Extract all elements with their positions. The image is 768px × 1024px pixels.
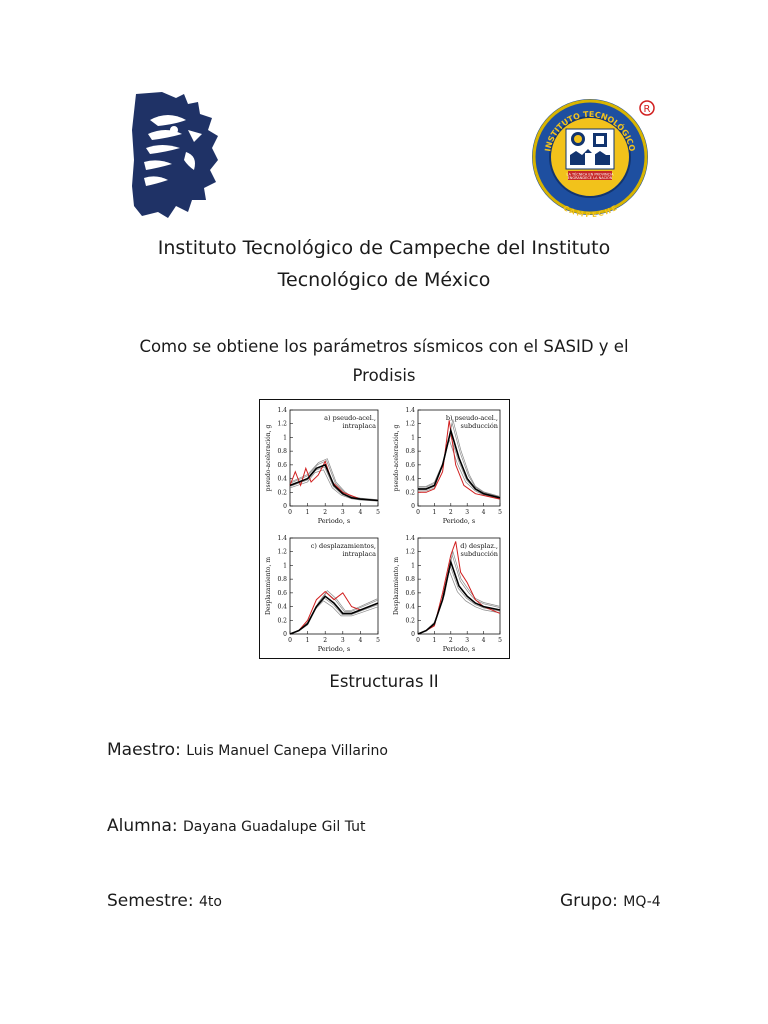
panel-3-xtick-label: 4 (358, 637, 363, 644)
panel-4-ytick-label: 0 (411, 631, 415, 638)
panel-4-ytick-label: 1.2 (405, 548, 415, 556)
panel-1-ytick-label: 0.8 (277, 448, 287, 456)
panel-2-ytick-label: 0.2 (405, 489, 415, 497)
grupo-label: Grupo: (560, 891, 618, 911)
assignment-title-line-1: Como se obtiene los parámetros sísmicos con el SASID y el (139, 337, 629, 356)
panel-3-xtick-label: 0 (288, 637, 292, 644)
panel-1-xtick-label: 0 (288, 509, 292, 516)
panel-4-ytick-label: 0.2 (405, 617, 415, 625)
panel-4-xtick-label: 1 (432, 637, 437, 644)
panel-2-mean-curve (418, 431, 500, 498)
panel-3-xtick-label: 5 (376, 637, 380, 644)
panel-4-ytick-label: 0.4 (405, 603, 415, 611)
semestre-label: Semestre: (107, 891, 194, 911)
tecnm-logo (128, 90, 220, 222)
alumna-field (107, 816, 366, 836)
panel-1-ytick-label: 1 (283, 434, 287, 442)
panel-2-ytick-label: 0.4 (405, 475, 415, 483)
panel-4-record-grey-1 (418, 571, 500, 634)
panel-3-ytick-label: 0.4 (277, 603, 287, 611)
panel-4-label-line-1: d) desplaz., (460, 542, 498, 550)
panel-3-ytick-label: 0.6 (277, 589, 287, 597)
panel-3-xtick-label: 3 (340, 637, 345, 644)
panel-3-xtick-label: 1 (305, 637, 310, 644)
panel-4-ytick-label: 0.6 (405, 589, 415, 597)
panel-2-ytick-label: 1.4 (405, 407, 415, 414)
panel-1-ylabel: pseudo-aceleración, g (265, 424, 272, 492)
panel-3-label-line-1: c) desplazamientos, (310, 542, 376, 550)
alumna-value: Dayana Guadalupe Gil Tut (183, 819, 366, 835)
panel-4-ylabel: Desplazamiento, m (393, 556, 400, 616)
panel-4-ytick-label: 1 (411, 562, 415, 570)
panel-2-label-line-2: subducción (460, 422, 498, 430)
seal-motto-line-1: LA TÉCNICA EN PROVINCIA (566, 172, 614, 177)
panel-2-xtick-label: 3 (465, 509, 470, 516)
panel-1-xtick-label: 5 (376, 509, 380, 516)
panel-1-ytick-label: 0.6 (277, 461, 287, 469)
panel-2-ytick-label: 0.6 (405, 461, 415, 469)
panel-1-ytick-label: 0 (283, 503, 287, 510)
panel-1-ytick-label: 1.4 (277, 407, 287, 414)
assignment-title-line-2: Prodisis (352, 366, 416, 385)
registered-mark: R (643, 104, 651, 115)
panel-3-xlabel: Periodo, s (317, 645, 351, 653)
panel-2-ytick-label: 0.8 (405, 448, 415, 456)
panel-2-label-line-1: b) pseudo-acel., (445, 414, 498, 422)
grupo-value: MQ-4 (623, 894, 661, 910)
panel-3-label-line-2: intraplaca (342, 550, 376, 558)
panel-4-ytick-label: 1.4 (405, 535, 415, 542)
panel-3-ytick-label: 0 (283, 631, 287, 638)
institution-title-line-1: Instituto Tecnológico de Campeche del Instituto (157, 237, 611, 259)
panel-2-xtick-label: 2 (448, 509, 453, 516)
itcampeche-seal-logo (530, 95, 658, 219)
panel-1-xtick-label: 4 (358, 509, 363, 516)
panel-1-label-line-2: intraplaca (342, 422, 376, 430)
seismic-spectra-figure (259, 399, 510, 659)
panel-2-xtick-label: 1 (432, 509, 437, 516)
panel-2-ytick-label: 1.2 (405, 420, 415, 428)
panel-1-mean-curve (290, 465, 378, 501)
panel-4-xtick-label: 2 (448, 637, 453, 644)
panel-1-ytick-label: 1.2 (277, 420, 287, 428)
panel-4-xtick-label: 0 (416, 637, 420, 644)
panel-1-xlabel: Periodo, s (317, 517, 351, 525)
panel-3-ytick-label: 1.4 (277, 535, 287, 542)
panel-2-xlabel: Periodo, s (442, 517, 476, 525)
semestre-field (107, 891, 222, 911)
panel-4-xtick-label: 5 (498, 637, 502, 644)
panel-3-xtick-label: 2 (323, 637, 328, 644)
panel-4-xlabel: Periodo, s (442, 645, 476, 653)
seal-motto-line-2: ENGRANDECE LA NACIÓN (567, 176, 613, 180)
panel-4-xtick-label: 3 (465, 637, 470, 644)
panel-1-ytick-label: 0.4 (277, 475, 287, 483)
panel-4-record-grey-2 (418, 555, 500, 634)
panel-2-ytick-label: 1 (411, 434, 415, 442)
spectra-figure-svg (260, 400, 509, 658)
seal-ring-bottom-text: CAMPECHE (561, 204, 619, 219)
panel-2-ylabel: pseudo-aceleración, g (393, 424, 400, 492)
institution-title (0, 232, 768, 296)
maestro-label: Maestro: (107, 740, 181, 760)
panel-2-xtick-label: 4 (481, 509, 486, 516)
panel-2-xtick-label: 0 (416, 509, 420, 516)
panel-4-label-line-2: subducción (460, 550, 498, 558)
grupo-field (560, 891, 661, 911)
panel-4-xtick-label: 4 (481, 637, 486, 644)
panel-3-ytick-label: 0.8 (277, 576, 287, 584)
assignment-title (0, 332, 768, 390)
panel-1-xtick-label: 1 (305, 509, 310, 516)
semestre-value: 4to (199, 894, 222, 910)
panel-1-xtick-label: 2 (323, 509, 328, 516)
panel-3-ytick-label: 1.2 (277, 548, 287, 556)
panel-3-ytick-label: 1 (283, 562, 287, 570)
institution-title-line-2: Tecnológico de México (277, 269, 491, 291)
panel-1-label-line-1: a) pseudo-acel., (324, 414, 376, 422)
seal-ring-top-text: INSTITUTO TECNOLÓGICO (543, 109, 637, 153)
maestro-field (107, 740, 388, 760)
course-name: Estructuras II (329, 672, 439, 691)
panel-3-ytick-label: 0.2 (277, 617, 287, 625)
panel-1-xtick-label: 3 (340, 509, 345, 516)
panel-4-ytick-label: 0.8 (405, 576, 415, 584)
alumna-label: Alumna: (107, 816, 178, 836)
panel-2-xtick-label: 5 (498, 509, 502, 516)
panel-1-ytick-label: 0.2 (277, 489, 287, 497)
panel-3-ylabel: Desplazamiento, m (265, 556, 272, 616)
maestro-value: Luis Manuel Canepa Villarino (186, 743, 388, 759)
panel-2-ytick-label: 0 (411, 503, 415, 510)
